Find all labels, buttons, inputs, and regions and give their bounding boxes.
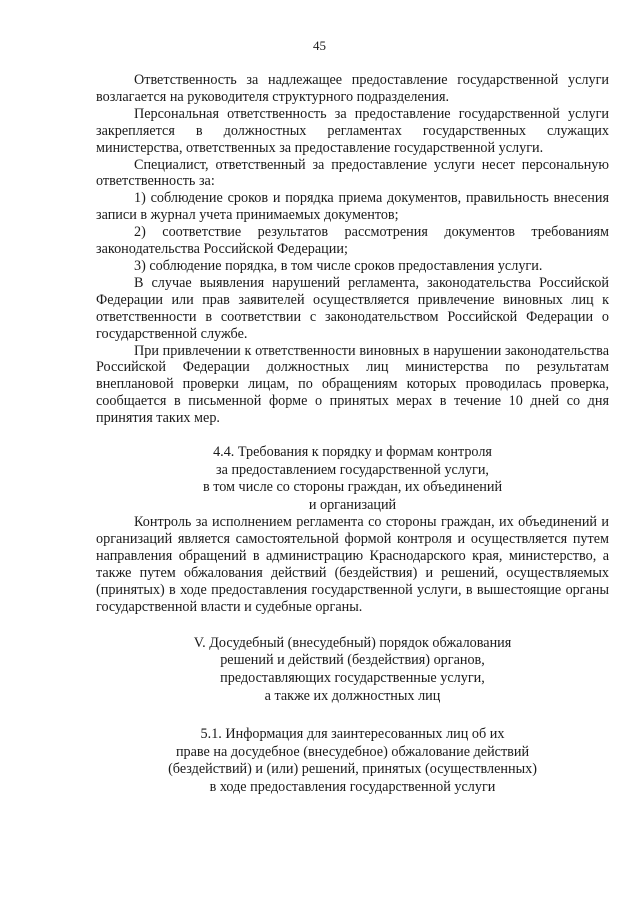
heading-line: праве на досудебное (внесудебное) обжалование действий bbox=[175, 743, 530, 760]
heading-line: в ходе предоставления государственной услуги bbox=[209, 779, 496, 795]
heading-line: и организаций bbox=[308, 496, 397, 513]
section-heading-4-4 bbox=[96, 444, 609, 514]
paragraph-personal-responsibility: Персональная ответственность за предоставление государственной услуги закрепляется в должностных регламентах государственных служащих министерства, ответственных за предоставление государственной услуги. bbox=[96, 105, 609, 156]
heading-line: решений и действий (бездействия) органов, bbox=[220, 652, 485, 669]
paragraph-violations: В случае выявления нарушений регламента, законодательства Российской Федерации или прав заявителей осуществляется привлечение виновных лиц к ответственности в соответствии с законодательством Российской Федерации о государственной службе. bbox=[96, 274, 609, 342]
heading-line: 4.4. Требования к порядку и формам контроля bbox=[213, 444, 492, 461]
heading-line: а также их должностных лиц bbox=[264, 687, 441, 704]
heading-line: за предоставлением государственной услуги, bbox=[216, 461, 489, 478]
heading-line: 5.1. Информация для заинтересованных лиц об их bbox=[200, 726, 505, 743]
heading-line: V. Досудебный (внесудебный) порядок обжалования bbox=[193, 634, 512, 651]
section-heading-v bbox=[96, 635, 609, 705]
heading-line: в том числе со стороны граждан, их объединений bbox=[202, 479, 503, 496]
document-body bbox=[96, 72, 609, 797]
paragraph-notification: При привлечении к ответственности виновных в нарушении законодательства Российской Федерации должностных лиц министерства по результатам внеплановой проверки лицам, по обращениям которых проводилась проверка, сообщается в письменной форме о принятых мерах в течение 10 дней со дня принятия таких мер. bbox=[96, 342, 609, 427]
section-heading-5-1 bbox=[96, 726, 609, 796]
paragraph-specialist: Специалист, ответственный за предоставление услуги несет персональную ответственность за: bbox=[96, 156, 609, 190]
paragraph-responsibility: Ответственность за надлежащее предоставление государственной услуги возлагается на руководителя структурного подразделения. bbox=[96, 72, 609, 105]
paragraph-control: Контроль за исполнением регламента со стороны граждан, их объединений и организаций является самостоятельной формой контроля и осуществляется путем направления обращений в администрацию Краснодарского края, министерство, а также путем обжалования действий (бездействия) и решений, осуществляемых (принятых) в ходе предоставления государственной услуги, в вышестоящие органы государственной власти и судебные органы. bbox=[96, 514, 609, 615]
list-item-3: 3) соблюдение порядка, в том числе сроков предоставления услуги. bbox=[134, 257, 543, 274]
page-number: 45 bbox=[313, 38, 326, 53]
list-item-2: 2) соответствие результатов рассмотрения документов требованиям законодательства Российской Федерации; bbox=[96, 224, 609, 258]
heading-line: предоставляющих государственные услуги, bbox=[220, 670, 485, 687]
heading-line: (бездействий) и (или) решений, принятых (осуществленных) bbox=[168, 761, 537, 778]
list-item-1: 1) соблюдение сроков и порядка приема документов, правильность внесения записи в журнал учета принимаемых документов; bbox=[96, 190, 609, 224]
